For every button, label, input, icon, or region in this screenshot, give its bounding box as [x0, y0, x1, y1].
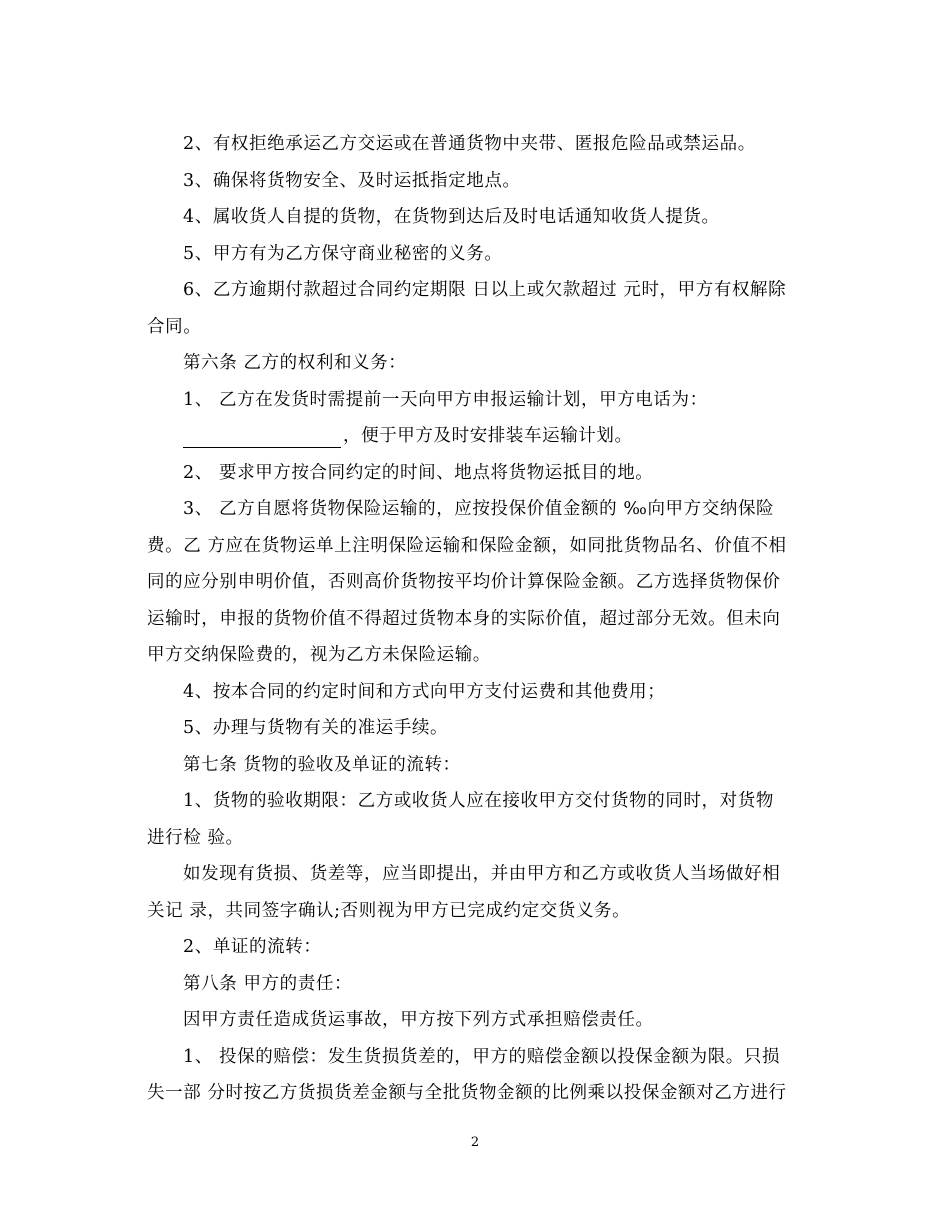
clause-5-item-3: 3、确保将货物安全、及时运抵指定地点。	[183, 171, 521, 191]
article-7-paragraph: 如发现有货损、货差等，应当即提出，并由甲方和乙方或收货人当场做好相	[183, 864, 781, 884]
article-7-item-1-cont: 进行检 验。	[147, 828, 244, 848]
clause-5-item-6: 6、乙方逾期付款超过合同约定期限 日以上或欠款超过 元时，甲方有权解除	[183, 280, 787, 300]
article-7-item-2: 2、单证的流转：	[183, 937, 322, 957]
article-6-item-3-cont-1: 费。乙 方应在货物运单上注明保险运输和保险金额，如同批货物品名、价值不相	[147, 536, 787, 556]
article-6-item-3-cont-2: 同的应分别申明价值，否则高价货物按平均价计算保险金额。乙方选择货物保价	[147, 572, 781, 592]
article-6-item-2: 2、 要求甲方按合同约定的时间、地点将货物运抵目的地。	[183, 463, 654, 483]
article-8-intro: 因甲方责任造成货运事故，甲方按下列方式承担赔偿责任。	[183, 1010, 654, 1030]
article-6-heading: 第六条 乙方的权利和义务：	[183, 353, 407, 373]
clause-5-item-5: 5、甲方有为乙方保守商业秘密的义务。	[183, 244, 503, 264]
article-6-item-3-cont-4: 甲方交纳保险费的，视为乙方未保险运输。	[147, 645, 491, 665]
article-6-item-3-cont-3: 运输时，申报的货物价值不得超过货物本身的实际价值，超过部分无效。但未向	[147, 609, 781, 629]
article-6-item-5: 5、办理与货物有关的准运手续。	[183, 718, 449, 738]
article-8-item-1: 1、 投保的赔偿：发生货损货差的，甲方的赔偿金额以投保金额为限。只损	[183, 1047, 781, 1067]
phone-blank-line	[183, 427, 341, 448]
article-6-item-1-cont-text: ，便于甲方及时安排装车运输计划。	[343, 426, 633, 446]
article-7-paragraph-cont: 关记 录，共同签字确认;否则视为甲方已完成约定交货义务。	[147, 901, 631, 921]
article-6-item-4: 4、按本合同的约定时间和方式向甲方支付运费和其他费用；	[183, 682, 666, 702]
article-6-item-1-cont	[183, 424, 633, 448]
article-6-item-1: 1、 乙方在发货时需提前一天向甲方申报运输计划，甲方电话为：	[183, 390, 708, 410]
article-8-heading: 第八条 甲方的责任：	[183, 974, 353, 994]
clause-5-item-4: 4、属收货人自提的货物，在货物到达后及时电话通知收货人提货。	[183, 207, 720, 227]
article-8-item-1-cont: 失一部 分时按乙方货损货差金额与全批货物金额的比例乘以投保金额对乙方进行	[147, 1083, 787, 1103]
clause-5-item-6-cont: 合同。	[147, 317, 202, 337]
clause-5-item-2: 2、有权拒绝承运乙方交运或在普通货物中夹带、匿报危险品或禁运品。	[183, 134, 756, 154]
page-number: 2	[470, 1135, 480, 1150]
article-7-heading: 第七条 货物的验收及单证的流转：	[183, 755, 461, 775]
article-7-item-1: 1、货物的验收期限：乙方或收货人应在接收甲方交付货物的同时，对货物	[183, 791, 774, 811]
article-6-item-3: 3、 乙方自愿将货物保险运输的，应按投保价值金额的 ‰向甲方交纳保险	[183, 499, 775, 519]
